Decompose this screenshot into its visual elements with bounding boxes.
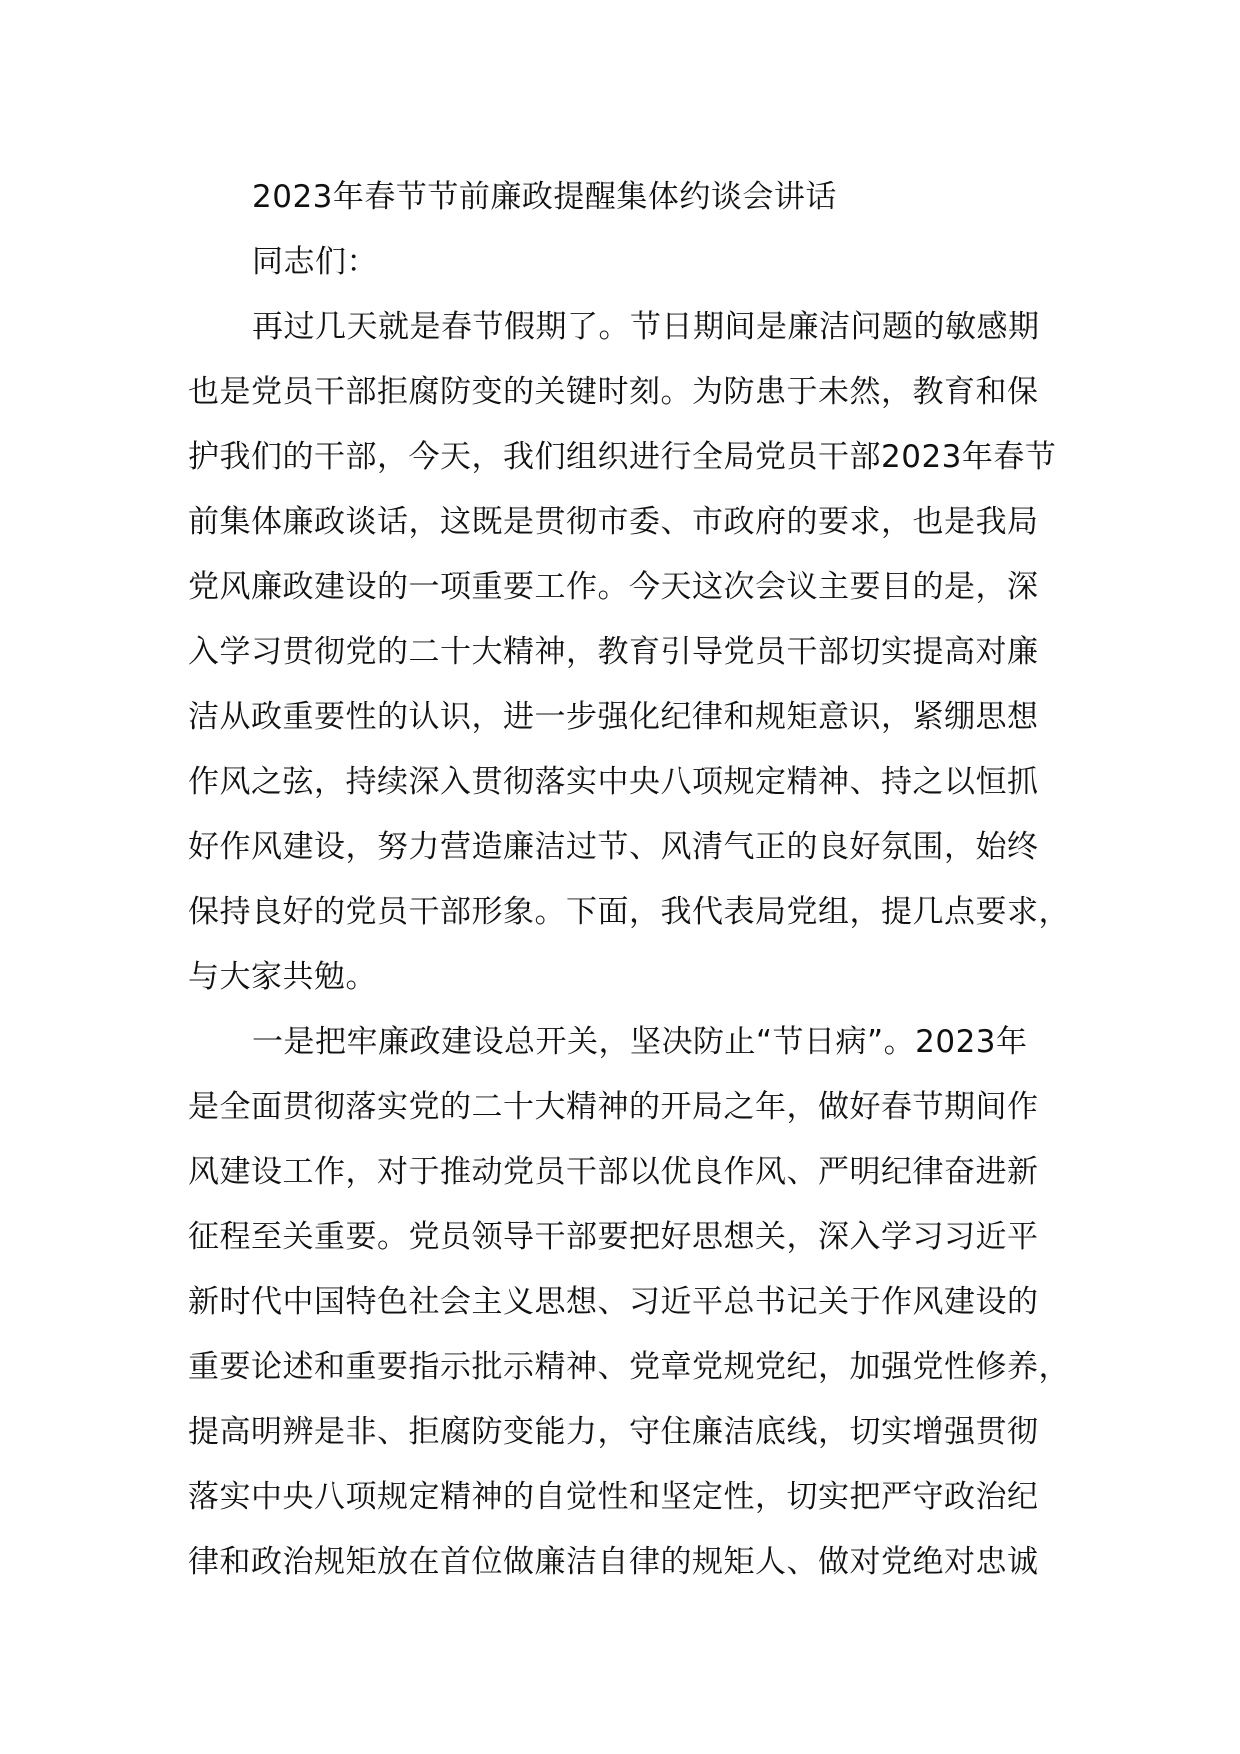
salutation: 同志们： [252, 244, 378, 280]
paragraph-line: 落实中央八项规定精神的自觉性和坚定性，切实把严守政治纪 [188, 1479, 1039, 1515]
document-title: 2023年春节节前廉政提醒集体约谈会讲话 [252, 179, 837, 215]
paragraph-line: 重要论述和重要指示批示精神、党章党规党纪，加强党性修养， [188, 1349, 1070, 1385]
paragraph-line: 作风之弦，持续深入贯彻落实中央八项规定精神、持之以恒抓 [188, 764, 1039, 800]
paragraph-line: 入学习贯彻党的二十大精神，教育引导党员干部切实提高对廉 [188, 634, 1039, 670]
paragraph-2 [188, 1010, 1076, 1595]
document-body [188, 165, 1076, 1595]
paragraph-line: 也是党员干部拒腐防变的关键时刻。为防患于未然，教育和保 [188, 374, 1039, 410]
paragraph-line: 党风廉政建设的一项重要工作。今天这次会议主要目的是，深 [188, 569, 1039, 605]
paragraph-line: 与大家共勉。 [188, 959, 377, 995]
paragraph-line: 律和政治规矩放在首位做廉洁自律的规矩人、做对党绝对忠诚 [188, 1544, 1039, 1580]
paragraph-line: 提高明辨是非、拒腐防变能力，守住廉洁底线，切实增强贯彻 [188, 1414, 1039, 1450]
paragraph-line: 风建设工作，对于推动党员干部以优良作风、严明纪律奋进新 [188, 1154, 1039, 1190]
paragraph-line: 好作风建设，努力营造廉洁过节、风清气正的良好氛围，始终 [188, 829, 1039, 865]
paragraph-line: 前集体廉政谈话，这既是贯彻市委、市政府的要求，也是我局 [188, 504, 1039, 540]
paragraph-line: 护我们的干部，今天，我们组织进行全局党员干部2023年春节 [188, 439, 1057, 475]
paragraph-line: 是全面贯彻落实党的二十大精神的开局之年，做好春节期间作 [188, 1089, 1039, 1125]
paragraph-line: 洁从政重要性的认识，进一步强化纪律和规矩意识，紧绷思想 [188, 699, 1039, 735]
paragraph-line: 保持良好的党员干部形象。下面，我代表局党组，提几点要求， [188, 894, 1070, 930]
paragraph-line: 一是把牢廉政建设总开关，坚决防止“节日病”。2023年 [252, 1024, 1028, 1060]
paragraph-1 [188, 295, 1076, 1010]
paragraph-line: 新时代中国特色社会主义思想、习近平总书记关于作风建设的 [188, 1284, 1039, 1320]
paragraph-line: 再过几天就是春节假期了。节日期间是廉洁问题的敏感期 [252, 309, 1040, 345]
paragraph-line: 征程至关重要。党员领导干部要把好思想关，深入学习习近平 [188, 1219, 1039, 1255]
